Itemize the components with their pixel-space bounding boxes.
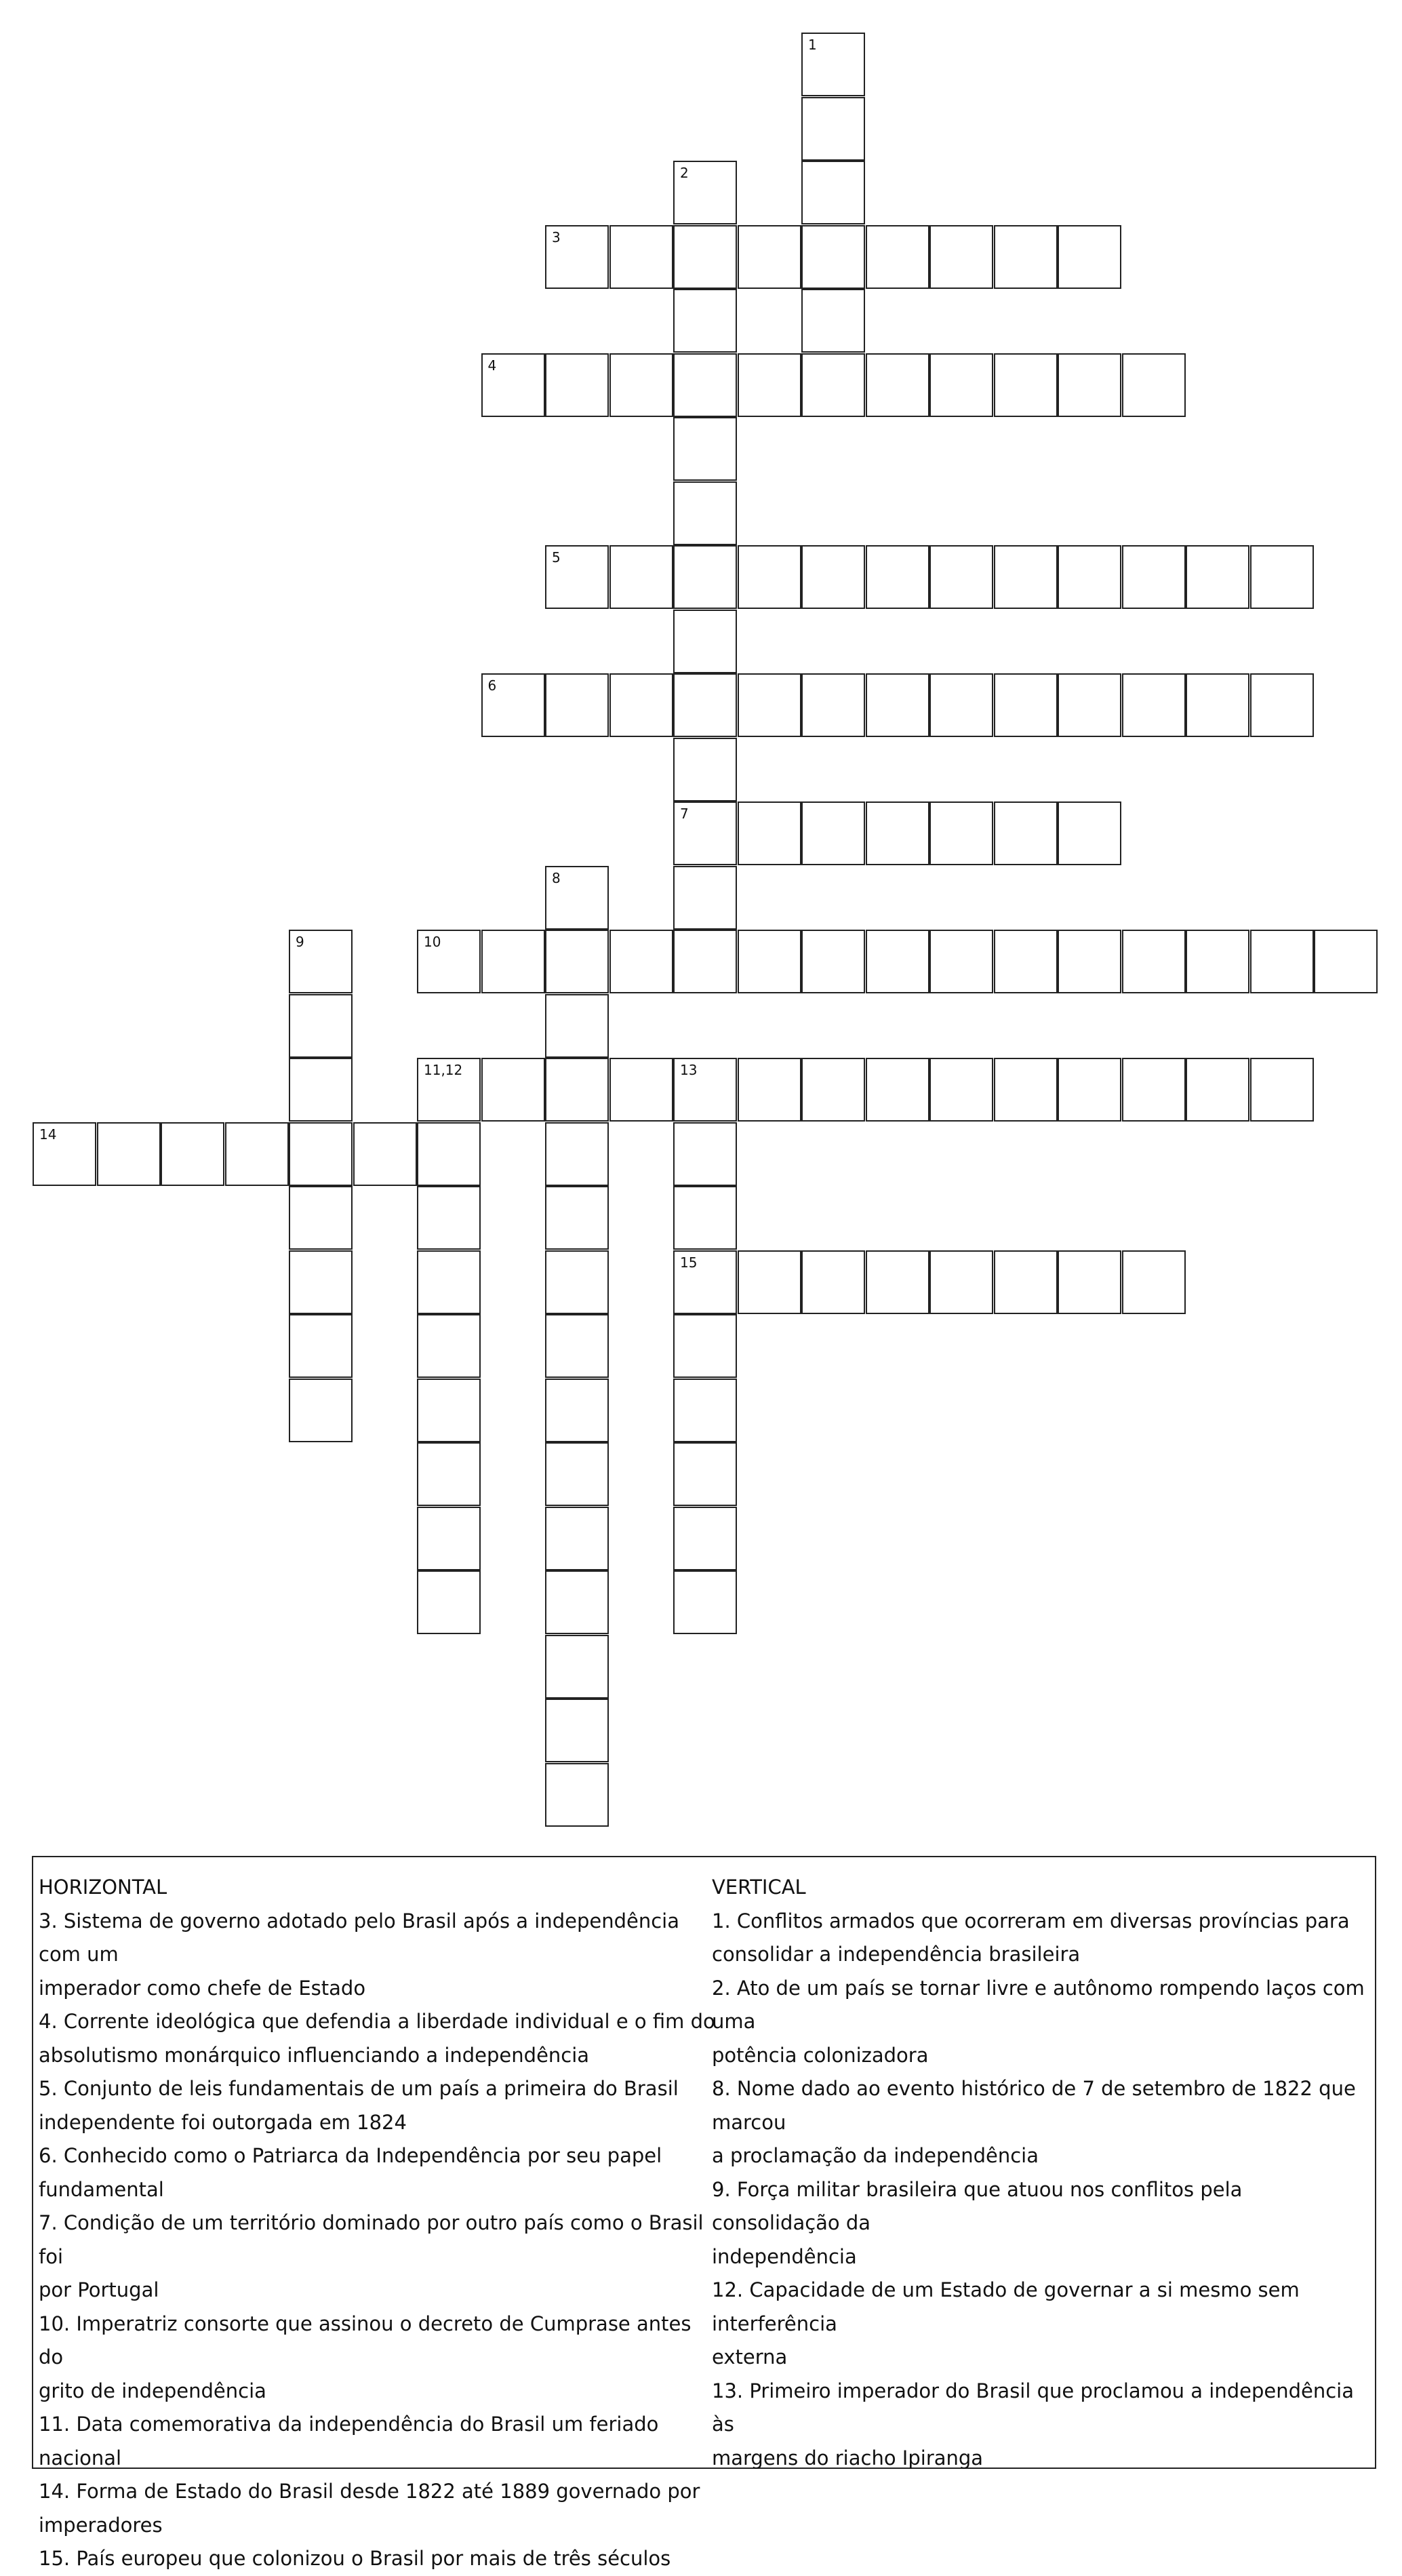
grid-cell[interactable] [161,1122,224,1186]
grid-cell[interactable] [481,1058,545,1122]
grid-cell[interactable] [545,1442,609,1506]
grid-cell[interactable] [994,545,1058,609]
grid-cell[interactable] [673,353,737,417]
grid-cell[interactable] [545,1250,609,1314]
grid-cell[interactable] [866,225,929,289]
grid-cell[interactable] [417,1058,481,1122]
grid-cell[interactable] [1058,673,1121,737]
grid-cell[interactable] [1186,1058,1249,1122]
grid-cell[interactable] [738,673,801,737]
grid-cell[interactable] [673,1186,737,1250]
clue-line: fundamental [39,2177,164,2201]
grid-cell[interactable] [417,1122,481,1186]
grid-cell[interactable] [417,1314,481,1378]
grid-cell[interactable] [1058,1250,1121,1314]
grid-cell[interactable] [673,225,737,289]
clue-line: imperador como chefe de Estado [39,1976,366,2000]
grid-cell[interactable] [673,1442,737,1506]
clue-line: 10. Imperatriz consorte que assinou o decreto de Cumprase antes do [39,2312,692,2369]
grid-cell[interactable] [545,930,609,993]
grid-cell[interactable] [417,1186,481,1250]
grid-cell[interactable] [609,673,673,737]
grid-cell[interactable] [801,1058,865,1122]
grid-cell[interactable] [417,1442,481,1506]
grid-cell[interactable] [289,930,353,993]
grid-cell[interactable] [994,1250,1058,1314]
clue-line: grito de independência [39,2379,266,2402]
clue-line: 7. Condição de um território dominado por outro país como o Brasil foi [39,2211,704,2268]
grid-cell[interactable] [673,673,737,737]
clue-line: por Portugal [39,2278,159,2301]
grid-cell[interactable] [417,1250,481,1314]
grid-cell[interactable] [866,1250,929,1314]
grid-cell[interactable] [673,610,737,673]
grid-cell[interactable] [545,1186,609,1250]
grid-cell[interactable] [738,353,801,417]
grid-cell[interactable] [801,353,865,417]
grid-cell[interactable] [673,1314,737,1378]
grid-cell[interactable] [801,97,865,161]
grid-cell[interactable] [417,930,481,993]
grid-cell[interactable] [994,353,1058,417]
grid-cell[interactable] [929,673,993,737]
clue-line: imperadores [39,2513,163,2537]
grid-cell[interactable] [417,1507,481,1570]
grid-cell[interactable] [1122,353,1186,417]
grid-cell[interactable] [673,1570,737,1634]
grid-cell[interactable] [545,1570,609,1634]
grid-cell[interactable] [994,801,1058,865]
grid-cell[interactable] [1122,673,1186,737]
grid-cell[interactable] [545,1122,609,1186]
clue-line: 13. Primeiro imperador do Brasil que proclamou a independência às [712,2379,1354,2436]
grid-cell[interactable] [545,1507,609,1570]
grid-cell[interactable] [801,33,865,96]
grid-cell[interactable] [673,545,737,609]
clue-number: 15 [680,1254,698,1271]
clue-line: 4. Corrente ideológica que defendia a liberdade individual e o fim do [39,2010,715,2033]
clue-line: consolidar a independência brasileira [712,1943,1081,1966]
grid-cell[interactable] [33,1122,96,1186]
grid-cell[interactable] [353,1122,417,1186]
clue-line: a proclamação da independência [712,2144,1039,2167]
grid-cell[interactable] [929,353,993,417]
clue-number: 10 [424,934,441,950]
clue-line: potência colonizadora [712,2043,929,2067]
clue-line: 1. Conflitos armados que ocorreram em diversas províncias para [712,1909,1350,1933]
grid-cell[interactable] [545,866,609,930]
grid-cell[interactable] [1250,1058,1314,1122]
grid-cell[interactable] [417,1379,481,1442]
grid-cell[interactable] [673,161,737,224]
grid-cell[interactable] [1058,545,1121,609]
grid-cell[interactable] [545,1699,609,1762]
clue-number: 6 [487,677,497,694]
grid-cell[interactable] [1058,801,1121,865]
grid-cell[interactable] [545,545,609,609]
grid-cell[interactable] [1250,930,1314,993]
grid-cell[interactable] [417,1570,481,1634]
clues-box [32,1856,1376,2570]
grid-cell[interactable] [97,1122,161,1186]
clue-number: 4 [487,357,497,374]
grid-cell[interactable] [1058,930,1121,993]
grid-cell[interactable] [1314,930,1378,993]
grid-cell[interactable] [481,353,545,417]
clue-number: 14 [39,1126,57,1143]
grid-cell[interactable] [673,1250,737,1314]
grid-cell[interactable] [929,225,993,289]
grid-cell[interactable] [673,738,737,801]
grid-cell[interactable] [994,673,1058,737]
grid-cell[interactable] [1058,225,1121,289]
grid-cell[interactable] [738,930,801,993]
grid-cell[interactable] [289,1314,353,1378]
grid-cell[interactable] [1250,673,1314,737]
grid-cell[interactable] [289,1186,353,1250]
grid-cell[interactable] [673,930,737,993]
grid-cell[interactable] [994,225,1058,289]
grid-cell[interactable] [738,545,801,609]
grid-cell[interactable] [929,545,993,609]
grid-cell[interactable] [866,1058,929,1122]
grid-cell[interactable] [929,1058,993,1122]
grid-cell[interactable] [545,1379,609,1442]
grid-cell[interactable] [866,545,929,609]
grid-cell[interactable] [673,1122,737,1186]
grid-cell[interactable] [1250,545,1314,609]
clue-line: 15. País europeu que colonizou o Brasil por mais de três séculos [39,2547,671,2570]
grid-cell[interactable] [801,1250,865,1314]
clue-line: 6. Conhecido como o Patriarca da Independência por seu papel [39,2144,662,2167]
grid-cell[interactable] [673,866,737,930]
clue-number: 8 [552,869,561,886]
grid-cell[interactable] [481,930,545,993]
grid-cell[interactable] [1186,545,1249,609]
clue-number: 2 [680,165,689,181]
grid-cell[interactable] [929,801,993,865]
grid-cell[interactable] [289,1250,353,1314]
grid-cell[interactable] [673,801,737,865]
clue-line: 14. Forma de Estado do Brasil desde 1822 até 1889 governado por [39,2480,700,2503]
grid-cell[interactable] [609,930,673,993]
horizontal-clues [39,1871,717,2576]
clue-line: absolutismo monárquico influenciando a independência [39,2043,590,2067]
grid-cell[interactable] [545,1314,609,1378]
grid-cell[interactable] [673,481,737,545]
grid-cell[interactable] [801,930,865,993]
grid-cell[interactable] [801,673,865,737]
grid-cell[interactable] [609,545,673,609]
grid-cell[interactable] [866,930,929,993]
grid-cell[interactable] [673,417,737,481]
clue-number: 13 [680,1062,698,1078]
grid-cell[interactable] [289,1122,353,1186]
grid-cell[interactable] [1122,1250,1186,1314]
grid-cell[interactable] [673,1507,737,1570]
grid-cell[interactable] [866,801,929,865]
clue-line: 9. Força militar brasileira que atuou nos conflitos pela consolidação da [712,2177,1243,2234]
clue-number: 7 [680,806,689,822]
grid-cell[interactable] [866,673,929,737]
clue-number: 9 [296,934,304,950]
grid-cell[interactable] [994,1058,1058,1122]
clue-line: independência [712,2244,857,2268]
clue-line: 12. Capacidade de um Estado de governar a si mesmo sem interferência [712,2278,1300,2335]
grid-cell[interactable] [545,1058,609,1122]
clue-line: 11. Data comemorativa da independência do Brasil um feriado nacional [39,2413,659,2470]
clue-line: 8. Nome dado ao evento histórico de 7 de setembro de 1822 que marcou [712,2077,1356,2134]
grid-cell[interactable] [609,225,673,289]
horizontal-heading: HORIZONTAL [39,1876,167,1899]
grid-cell[interactable] [994,930,1058,993]
grid-cell[interactable] [545,225,609,289]
grid-cell[interactable] [545,673,609,737]
clue-line: 5. Conjunto de leis fundamentais de um país a primeira do Brasil [39,2077,679,2100]
grid-cell[interactable] [545,1635,609,1699]
grid-cell[interactable] [225,1122,289,1186]
grid-cell[interactable] [1122,930,1186,993]
grid-cell[interactable] [1186,673,1249,737]
clue-line: independente foi outorgada em 1824 [39,2110,407,2134]
grid-cell[interactable] [545,1763,609,1827]
clue-number: 5 [552,549,561,566]
clue-line: margens do riacho Ipiranga [712,2446,984,2470]
clue-line: externa [712,2345,788,2369]
grid-cell[interactable] [929,1250,993,1314]
grid-cell[interactable] [289,1379,353,1442]
grid-cell[interactable] [481,673,545,737]
grid-cell[interactable] [801,545,865,609]
vertical-heading: VERTICAL [712,1876,806,1899]
grid-cell[interactable] [738,1058,801,1122]
grid-cell[interactable] [609,1058,673,1122]
grid-cell[interactable] [1122,1058,1186,1122]
grid-cell[interactable] [545,353,609,417]
clue-line: 3. Sistema de governo adotado pelo Brasil após a independência com um [39,1909,679,1966]
grid-cell[interactable] [738,1250,801,1314]
grid-cell[interactable] [1122,545,1186,609]
grid-cell[interactable] [738,801,801,865]
grid-cell[interactable] [1058,353,1121,417]
grid-cell[interactable] [545,994,609,1058]
clue-number: 1 [808,37,817,53]
clue-number: 11,12 [424,1062,463,1078]
grid-cell[interactable] [289,1058,353,1122]
clue-line: 2. Ato de um país se tornar livre e autônomo rompendo laços com uma [712,1976,1365,2033]
grid-cell[interactable] [1058,1058,1121,1122]
clue-number: 3 [552,229,561,245]
grid-cell[interactable] [801,289,865,353]
grid-cell[interactable] [801,801,865,865]
grid-cell[interactable] [673,1379,737,1442]
grid-cell[interactable] [866,353,929,417]
grid-cell[interactable] [801,161,865,224]
grid-cell[interactable] [609,353,673,417]
grid-cell[interactable] [801,225,865,289]
grid-cell[interactable] [929,930,993,993]
grid-cell[interactable] [738,225,801,289]
grid-cell[interactable] [1186,930,1249,993]
vertical-clues [712,1871,1369,2475]
grid-cell[interactable] [289,994,353,1058]
grid-cell[interactable] [673,1058,737,1122]
grid-cell[interactable] [673,289,737,353]
